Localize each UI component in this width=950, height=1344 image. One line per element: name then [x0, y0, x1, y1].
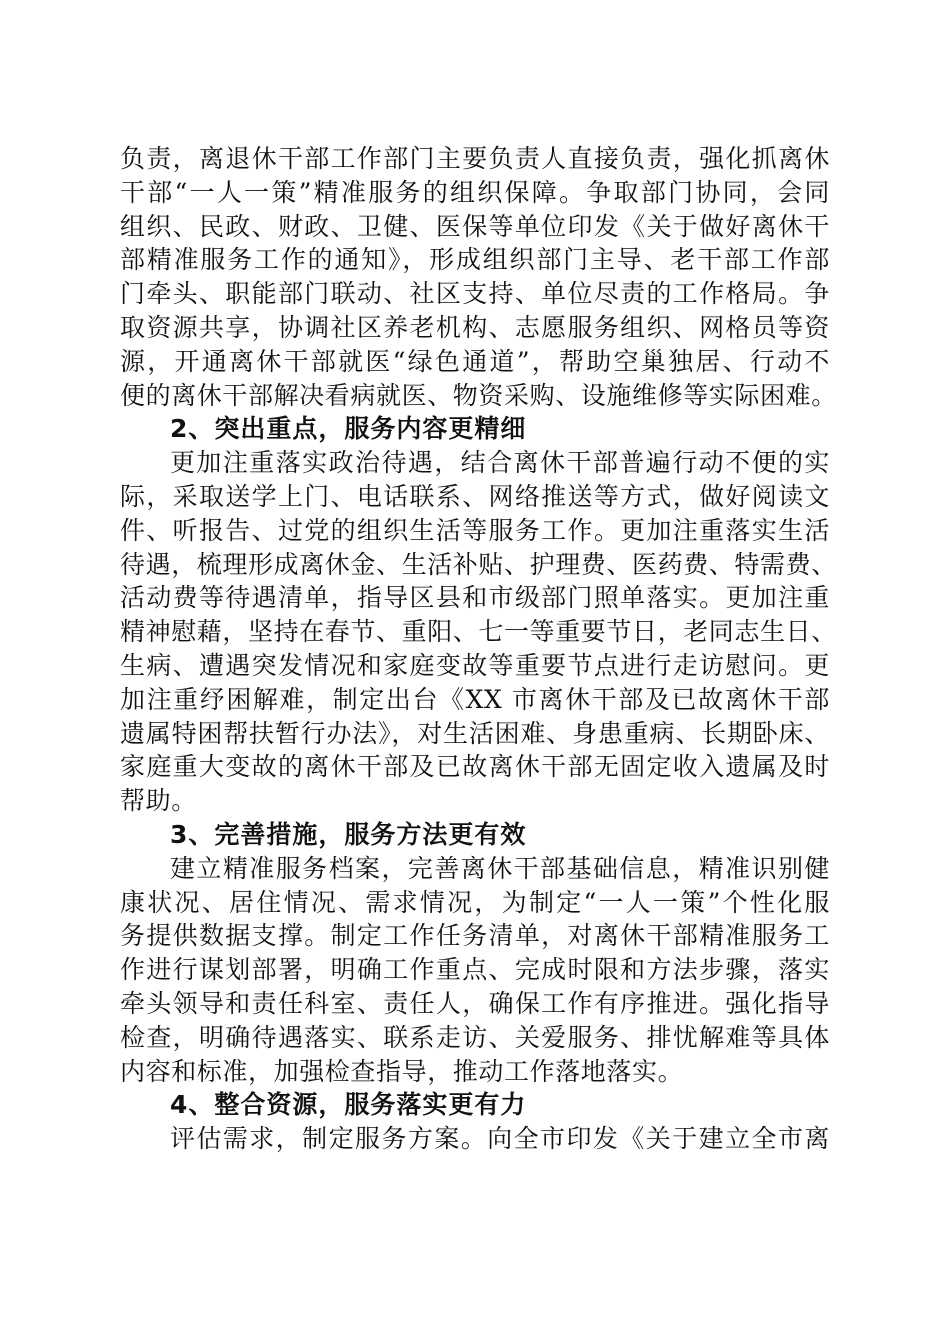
paragraph-line: 件、听报告、过党的组织生活等服务工作。更加注重落实生活 [120, 515, 830, 545]
paragraph-line: 组织、民政、财政、卫健、医保等单位印发《关于做好离休干 [120, 211, 830, 241]
paragraph-line: 精神慰藉，坚持在春节、重阳、七一等重要节日，老同志生日、 [120, 617, 837, 647]
section-heading-3: 3、完善措施，服务方法更有效 [170, 819, 527, 849]
paragraph-line: 际，采取送学上门、电话联系、网络推送等方式，做好阅读文 [120, 481, 830, 511]
paragraph-line: 遗属特困帮扶暂行办法》，对生活困难、身患重病、长期卧床、 [120, 718, 830, 748]
paragraph-line: 帮助。 [120, 786, 197, 816]
paragraph-line: 内容和标准，加强检查指导，推动工作落地落实。 [120, 1056, 684, 1086]
section-heading-4: 4、整合资源，服务落实更有力 [170, 1090, 527, 1120]
paragraph-line: 活动费等待遇清单，指导区县和市级部门照单落实。更加注重 [120, 583, 830, 613]
paragraph-line: 牵头领导和责任科室、责任人，确保工作有序推进。强化指导 [120, 988, 830, 1018]
paragraph-line: 取资源共享，协调社区养老机构、志愿服务组织、网格员等资 [120, 312, 830, 342]
section-heading-2: 2、突出重点，服务内容更精细 [170, 414, 527, 444]
paragraph-line: 更加注重落实政治待遇，结合离休干部普遍行动不便的实 [170, 448, 830, 478]
paragraph-line: 作进行谋划部署，明确工作重点、完成时限和方法步骤，落实 [120, 955, 830, 985]
paragraph-line: 评估需求，制定服务方案。向全市印发《关于建立全市离 [170, 1124, 830, 1154]
paragraph-line: 便的离休干部解决看病就医、物资采购、设施维修等实际困难。 [120, 380, 837, 410]
paragraph-line: 家庭重大变故的离休干部及已故离休干部无固定收入遗属及时 [120, 752, 830, 782]
paragraph-line: 康状况、居住情况、需求情况，为制定“一人一策”个性化服 [120, 887, 830, 917]
paragraph-line: 门牵头、职能部门联动、社区支持、单位尽责的工作格局。争 [120, 279, 830, 309]
paragraph-line: 负责，离退休干部工作部门主要负责人直接负责，强化抓离休 [120, 144, 830, 173]
document-body [120, 142, 837, 1156]
paragraph-line: 检查，明确待遇落实、联系走访、关爱服务、排忧解难等具体 [120, 1022, 830, 1052]
paragraph-line: 生病、遭遇突发情况和家庭变故等重要节点进行走访慰问。更 [120, 650, 830, 680]
paragraph-line: 干部“一人一策”精准服务的组织保障。争取部门协同，会同 [120, 177, 830, 207]
paragraph-line: 源，开通离休干部就医“绿色通道”，帮助空巢独居、行动不 [120, 346, 830, 376]
paragraph-line: 加注重纾困解难，制定出台《XX 市离休干部及已故离休干部 [120, 684, 830, 714]
paragraph-line: 待遇，梳理形成离休金、生活补贴、护理费、医药费、特需费、 [120, 549, 837, 579]
paragraph-line: 建立精准服务档案，完善离休干部基础信息，精准识别健 [170, 853, 830, 883]
paragraph-line: 务提供数据支撑。制定工作任务清单，对离休干部精准服务工 [120, 921, 830, 951]
paragraph-line: 部精准服务工作的通知》，形成组织部门主导、老干部工作部 [120, 245, 830, 275]
